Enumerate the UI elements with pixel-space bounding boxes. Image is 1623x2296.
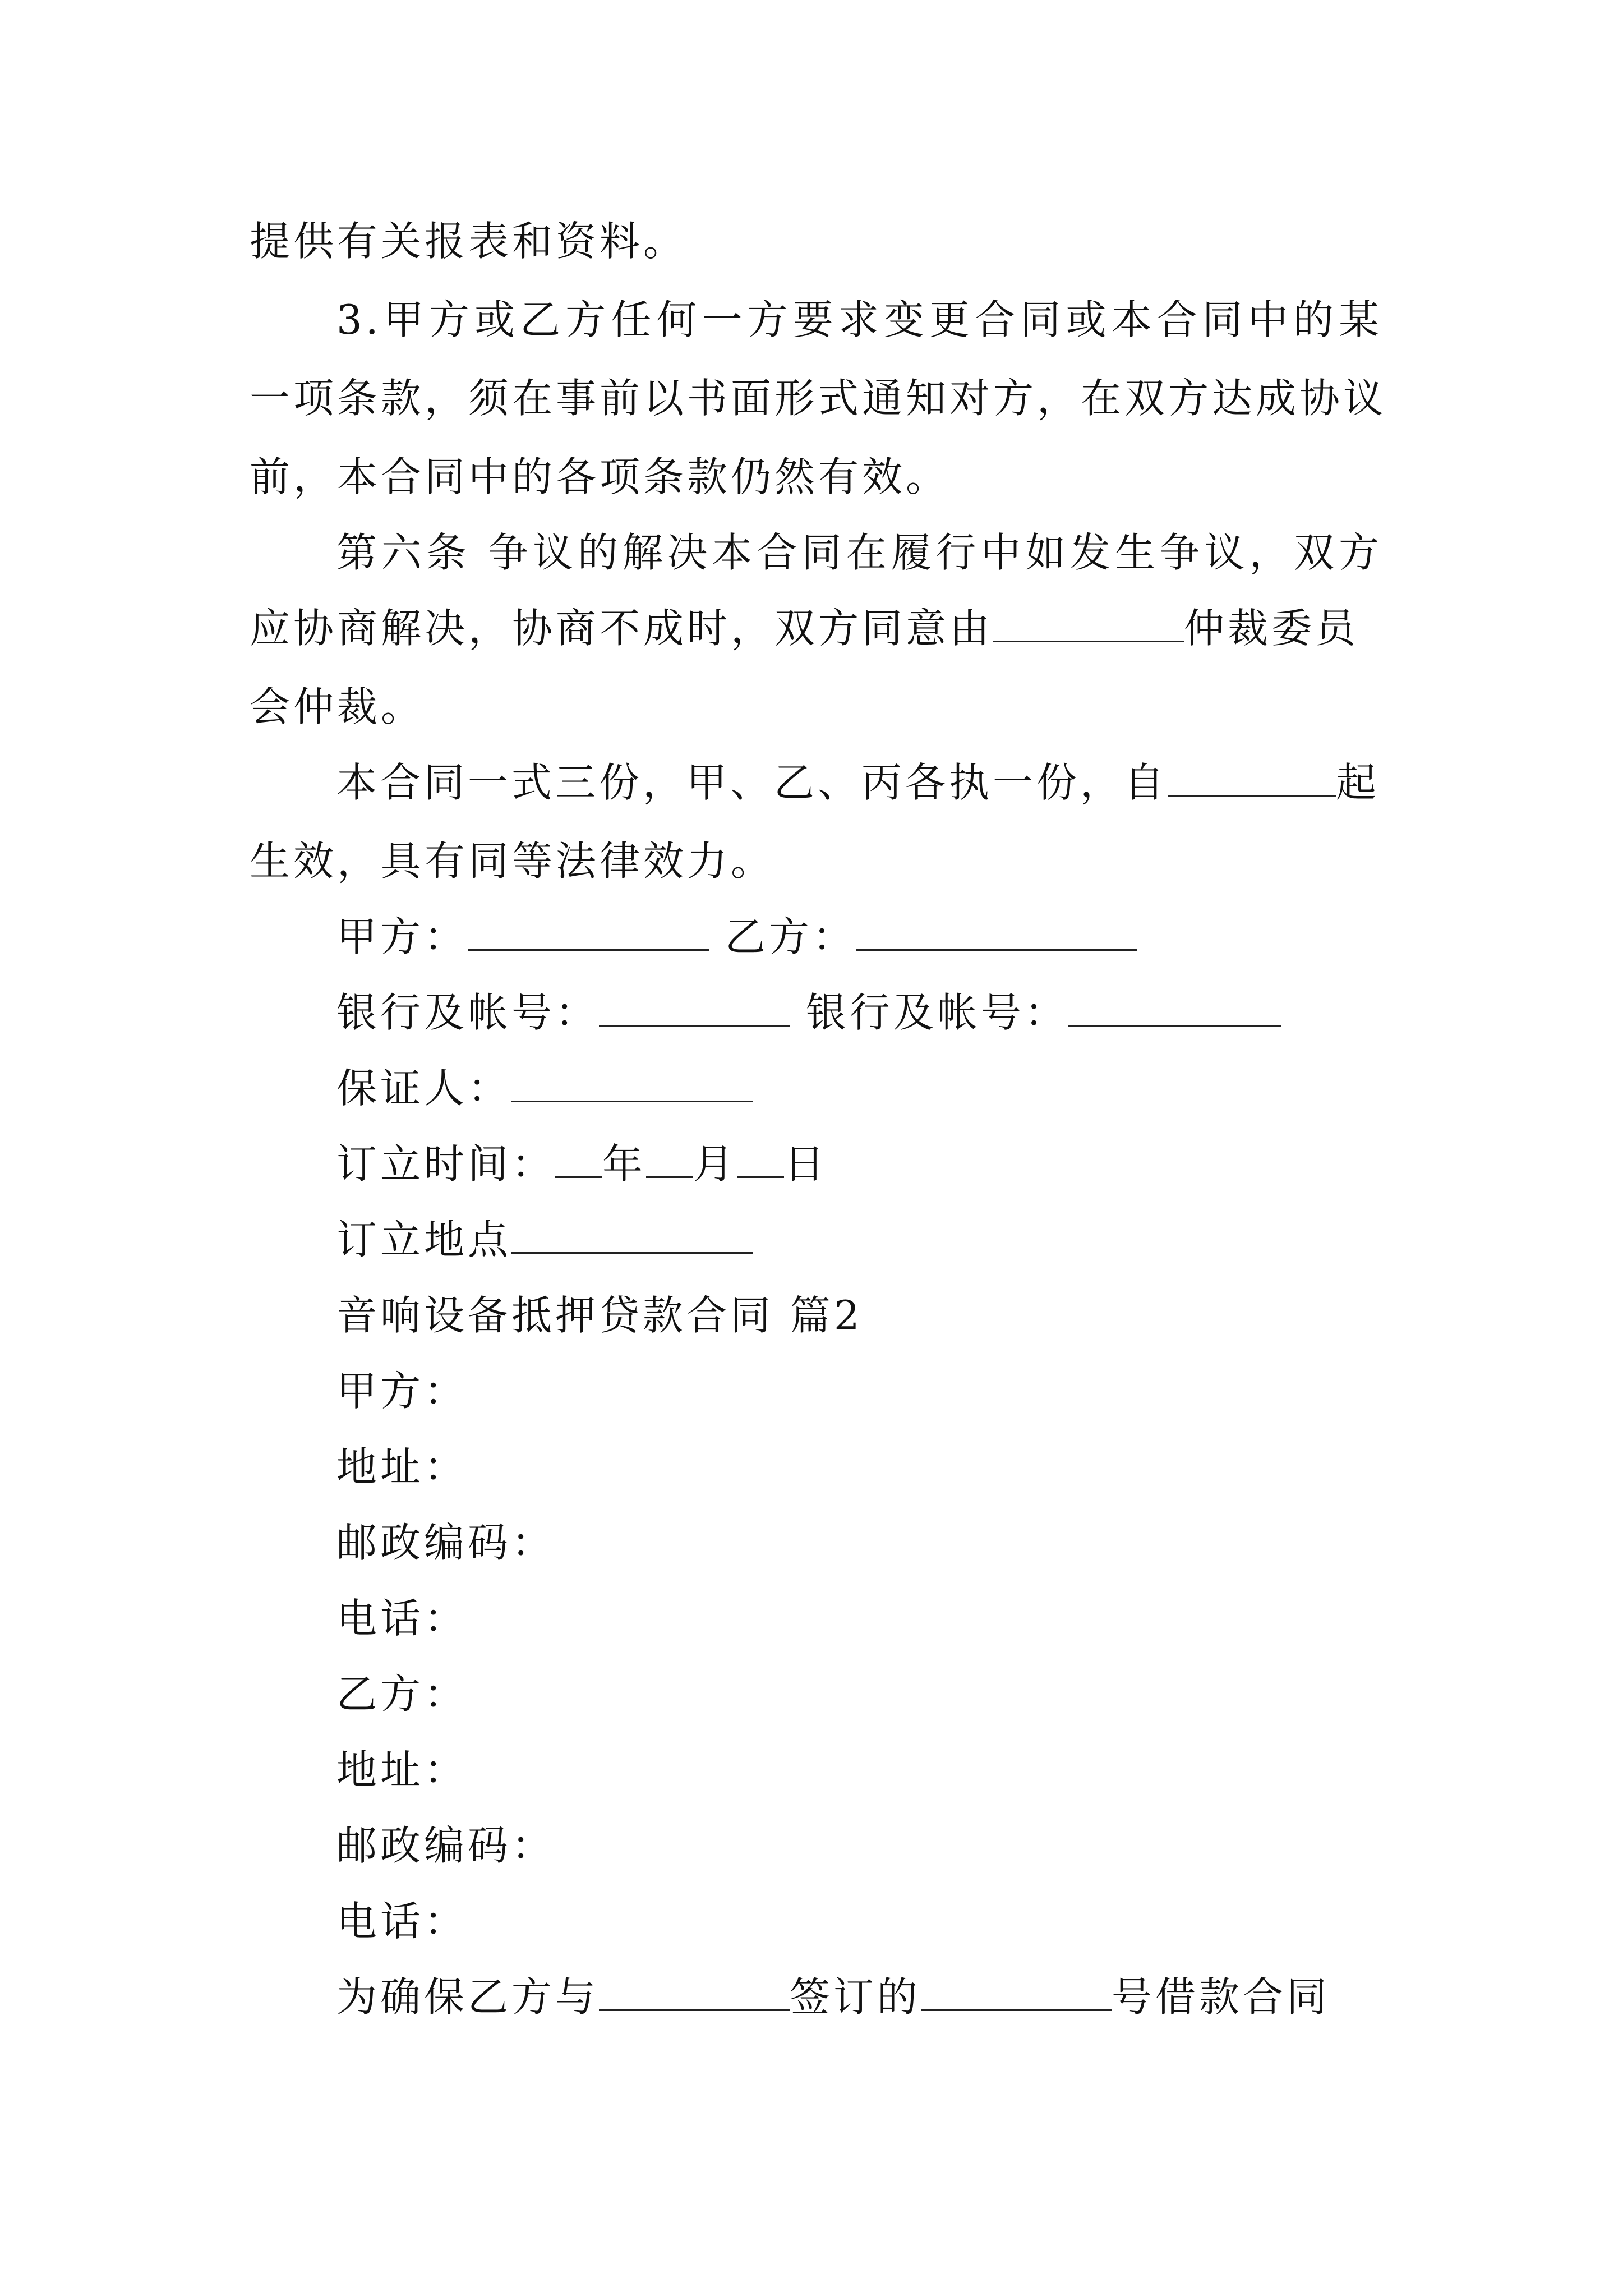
signature-line	[336, 1136, 828, 1192]
paragraph-line	[250, 370, 1387, 426]
text: 年	[602, 1140, 647, 1188]
text: 号借款合同	[1112, 1973, 1331, 2021]
fill-in-blank	[468, 914, 709, 951]
text: 乙方：	[336, 1671, 468, 1718]
fill-in-blank	[921, 1975, 1112, 2011]
paragraph-line	[336, 292, 1382, 348]
field-line	[336, 1742, 468, 1798]
fill-in-blank	[511, 1066, 753, 1102]
text: 甲方：	[336, 1368, 468, 1415]
fill-in-blank	[856, 914, 1137, 951]
signature-line	[336, 1060, 753, 1116]
field-line	[336, 1363, 468, 1419]
text: 电话：	[336, 1898, 468, 1945]
text: 电话：	[336, 1595, 468, 1642]
field-line	[336, 1515, 555, 1571]
field-line	[336, 1818, 555, 1874]
text: 日	[784, 1140, 828, 1188]
signature-line	[336, 1212, 753, 1268]
bank-account-label: 银行及帐号：	[805, 989, 1068, 1036]
text: 地址：	[336, 1746, 468, 1793]
field-line	[336, 1590, 468, 1646]
paragraph-line	[250, 600, 1359, 656]
text: 签订的	[790, 1973, 921, 2021]
field-line	[336, 1666, 468, 1722]
text: 音响设备抵押贷款合同 篇2	[336, 1292, 863, 1339]
text: 邮政编码：	[336, 1822, 556, 1869]
text: 邮政编码：	[336, 1519, 556, 1566]
date-label: 订立时间：	[336, 1140, 556, 1188]
paragraph-line	[250, 449, 949, 505]
text: 为确保乙方与	[336, 1973, 600, 2021]
place-label: 订立地点	[336, 1216, 512, 1263]
fill-in-blank	[511, 1217, 753, 1254]
paragraph-line	[336, 1969, 1330, 2025]
paragraph-line	[336, 524, 1382, 581]
text: 应协商解决，协商不成时，双方同意由	[250, 605, 994, 652]
text: 仲裁委员	[1184, 605, 1359, 652]
text: 会仲裁。	[250, 683, 425, 730]
field-line	[336, 1893, 468, 1949]
bank-account-label: 银行及帐号：	[336, 989, 600, 1036]
text: 3.甲方或乙方任何一方要求变更合同或本合同中的某	[336, 296, 1382, 343]
fill-in-blank	[555, 1142, 602, 1178]
paragraph-line	[250, 213, 687, 269]
section-title	[336, 1287, 863, 1343]
fill-in-blank	[646, 1142, 693, 1178]
fill-in-blank	[599, 990, 790, 1027]
text: 本合同一式三份，甲、乙、丙各执一份，自	[336, 759, 1168, 806]
fill-in-blank	[599, 1975, 790, 2011]
signature-line	[336, 909, 1137, 965]
text: 前，本合同中的各项条款仍然有效。	[250, 453, 950, 500]
paragraph-line	[250, 679, 425, 735]
fill-in-blank	[993, 606, 1184, 642]
text: 第六条 争议的解决本合同在履行中如发生争议，双方	[336, 529, 1382, 576]
fill-in-blank	[1068, 990, 1281, 1027]
guarantor-label: 保证人：	[336, 1065, 512, 1112]
paragraph-line	[336, 754, 1380, 811]
text: 起	[1336, 759, 1380, 806]
party-b-label: 乙方：	[725, 913, 856, 960]
text: 提供有关报表和资料。	[250, 218, 688, 265]
text: 月	[693, 1140, 737, 1188]
party-a-label: 甲方：	[336, 913, 468, 960]
signature-line	[336, 984, 1281, 1041]
field-line	[336, 1439, 468, 1495]
paragraph-line	[250, 833, 774, 889]
text: 一项条款，须在事前以书面形式通知对方，在双方达成协议	[250, 375, 1387, 422]
text: 生效，具有同等法律效力。	[250, 838, 775, 885]
fill-in-blank	[1168, 760, 1336, 797]
fill-in-blank	[737, 1142, 784, 1178]
text: 地址：	[336, 1443, 468, 1490]
